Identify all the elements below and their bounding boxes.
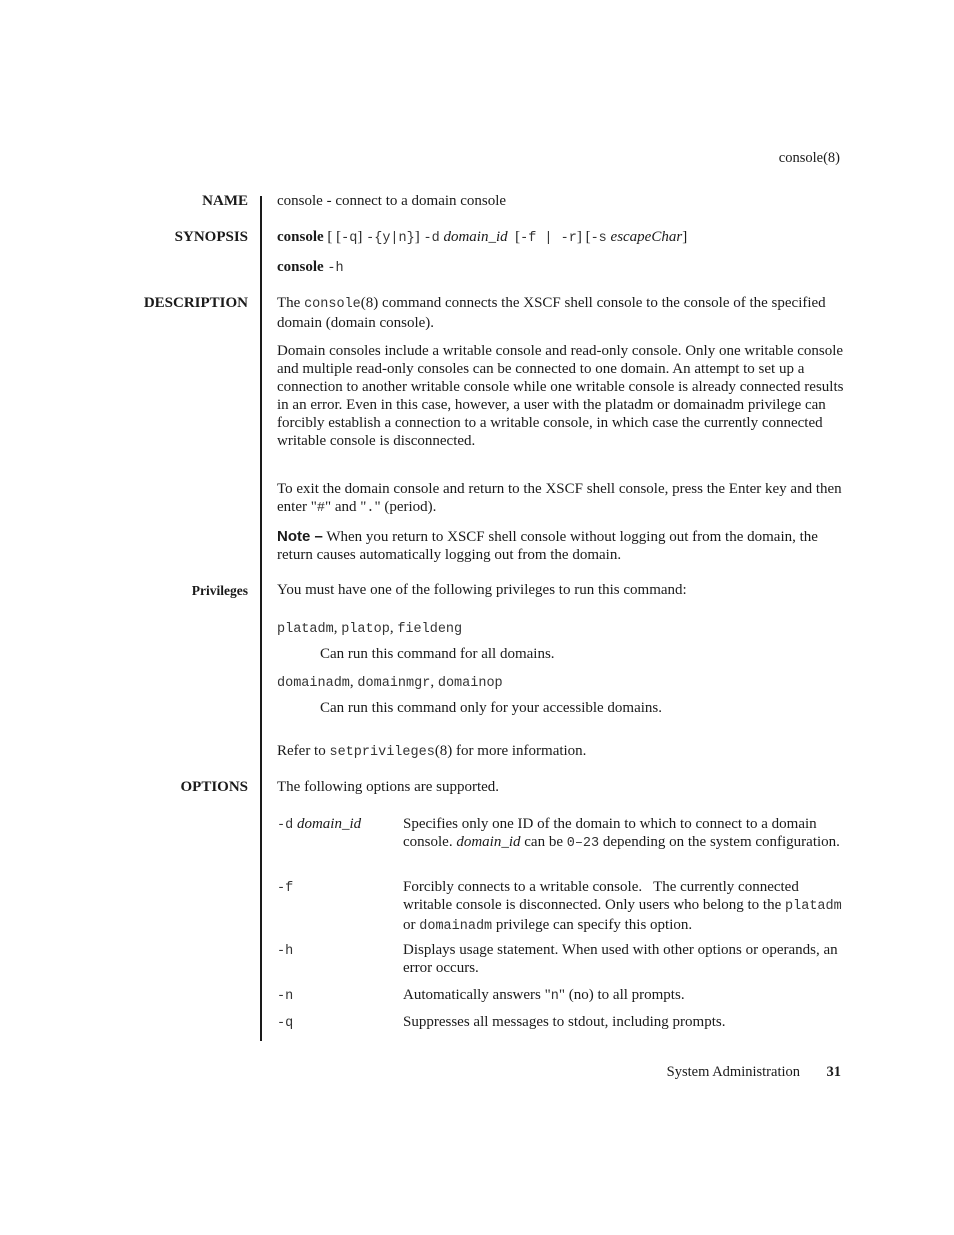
option-privilege: domainadm <box>419 919 493 934</box>
option-arg: domain_id <box>456 834 521 850</box>
option-text: Forcibly connects to a writable console. The currently connected writable console is disconnected. Only users who belong to the <box>403 879 803 913</box>
option-q <box>277 1013 387 1033</box>
name-text: console - connect to a domain console <box>277 193 507 209</box>
option-q-desc: Suppresses all messages to stdout, including prompts. <box>403 1014 726 1030</box>
privileges-group-1 <box>277 619 847 639</box>
option-f-desc <box>403 878 847 936</box>
privilege-name: platop <box>341 622 390 637</box>
synopsis-line-2 <box>277 258 847 278</box>
section-rule <box>260 196 262 1041</box>
option-arg: domain_id <box>296 816 362 832</box>
section-label-privileges: Privileges <box>191 583 248 598</box>
privileges-group-1-desc: Can run this command for all domains. <box>320 646 555 662</box>
option-text: can be <box>520 834 567 850</box>
section-label-synopsis: SYNOPSIS <box>174 229 248 245</box>
description-paragraph-2: Domain consoles include a writable console and read-only console. Only one writable console and multiple read-only consoles can be connected to one domain. An attempt to set up a connection to another writable console while one writable console is already connected results in an error. Even in this case, however, a user with the platadm or domainadm privilege can forcibly establish a connection to a writable console, in which case the currently connected writable console is disconnected. <box>277 343 844 449</box>
description-note <box>277 528 847 564</box>
synopsis-d-flag: -d <box>423 231 440 246</box>
option-text: or <box>403 917 420 933</box>
synopsis-q-flag: -q <box>341 231 358 246</box>
privilege-name: domainop <box>437 676 503 691</box>
option-f <box>277 878 387 898</box>
description-text: The <box>277 295 305 311</box>
option-d-desc <box>403 815 847 853</box>
page-number: 31 <box>826 1064 841 1080</box>
synopsis-text: ] <box>414 229 424 245</box>
description-text: " (period). <box>374 499 437 515</box>
refer-text: Refer to <box>277 743 330 759</box>
separator: , <box>389 620 398 636</box>
period-symbol: . <box>366 501 375 516</box>
separator: , <box>430 674 438 690</box>
hash-symbol: # <box>316 501 325 516</box>
option-text: " (no) to all prompts. <box>558 987 685 1003</box>
synopsis-s-flag: -s <box>590 231 607 246</box>
option-flag: -n <box>277 989 294 1004</box>
option-flag: -d <box>277 818 294 833</box>
synopsis-text: [ <box>507 229 521 245</box>
synopsis-h-flag: -h <box>327 261 344 276</box>
section-label-description: DESCRIPTION <box>143 295 248 311</box>
synopsis-fr-flag: -f | -r <box>520 231 577 246</box>
description-text: " and " <box>324 499 367 515</box>
description-paragraph-3 <box>277 480 847 518</box>
privileges-group-2 <box>277 673 847 693</box>
synopsis-command: console <box>277 259 324 275</box>
option-flag: -f <box>277 881 294 896</box>
privilege-name: platadm <box>277 622 334 637</box>
section-label-options: OPTIONS <box>180 779 248 795</box>
synopsis-text: ] <box>682 229 688 245</box>
footer-book-title: System Administration <box>666 1064 800 1080</box>
synopsis-domain-id: domain_id <box>443 229 508 245</box>
note-text: When you return to XSCF shell console without logging out from the domain, the return causes automatically logging out from the domain. <box>277 529 818 563</box>
privileges-intro: You must have one of the following privileges to run this command: <box>277 582 687 598</box>
option-text: privilege can specify this option. <box>492 917 693 933</box>
synopsis-text: ] <box>357 229 367 245</box>
description-command: console <box>304 297 361 312</box>
option-d <box>277 815 387 835</box>
running-header: console(8) <box>778 150 840 166</box>
description-text: (8) command connects the XSCF shell console to the console of the specified domain (domain console). <box>277 295 826 331</box>
option-privilege: platadm <box>785 899 842 914</box>
option-text: depending on the system configuration. <box>599 834 840 850</box>
synopsis-text: [ [ <box>323 229 342 245</box>
option-h <box>277 941 387 961</box>
synopsis-yn-flag: -{y|n} <box>366 231 415 246</box>
synopsis-command: console <box>277 229 324 245</box>
options-intro: The following options are supported. <box>277 779 500 795</box>
synopsis-text: ] [ <box>576 229 591 245</box>
synopsis-escape-char: escapeChar <box>610 229 683 245</box>
option-flag: -h <box>277 944 294 959</box>
privilege-name: domainadm <box>277 676 350 691</box>
option-range: 0–23 <box>566 836 600 851</box>
privileges-refer <box>277 742 847 762</box>
privilege-name: domainmgr <box>357 676 431 691</box>
separator: , <box>333 620 342 636</box>
section-label-name: NAME <box>202 193 248 209</box>
option-text: Specifies only one ID of the domain to which to connect to a domain console. <box>403 816 817 850</box>
privilege-name: fieldeng <box>397 622 463 637</box>
description-paragraph-1 <box>277 294 847 332</box>
note-label: Note – <box>277 528 323 545</box>
option-h-desc: Displays usage statement. When used with other options or operands, an error occurs. <box>403 942 838 976</box>
synopsis-line-1 <box>277 228 847 248</box>
refer-command: setprivileges <box>329 745 435 760</box>
option-n <box>277 986 387 1006</box>
description-text: To exit the domain console and return to the XSCF shell console, press the Enter key and then enter " <box>277 481 842 515</box>
separator: , <box>349 674 358 690</box>
option-flag: -q <box>277 1016 294 1031</box>
option-value: n <box>550 989 559 1004</box>
refer-text: (8) for more information. <box>434 743 587 759</box>
privileges-group-2-desc: Can run this command only for your accessible domains. <box>320 700 663 716</box>
option-text: Automatically answers " <box>403 987 551 1003</box>
option-n-desc <box>403 986 847 1006</box>
